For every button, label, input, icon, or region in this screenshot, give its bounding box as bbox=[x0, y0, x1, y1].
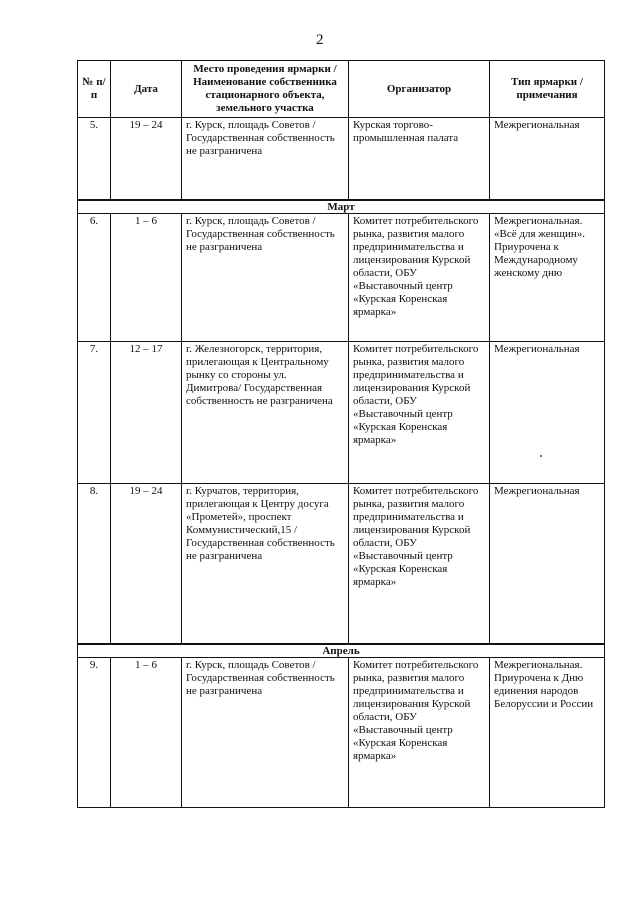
table-header-row bbox=[78, 61, 605, 118]
row-date: 1 – 6 bbox=[111, 658, 182, 808]
row-num: 9. bbox=[78, 658, 111, 808]
row-date: 19 – 24 bbox=[111, 118, 182, 201]
row-place: г. Курск, площадь Советов /Государственная собственность не разграничена bbox=[182, 658, 349, 808]
row-place: г. Железногорск, территория, прилегающая к Центральному рынку со стороны ул. Димитрова/ Государственная собственность не разграничена bbox=[182, 342, 349, 484]
row-type: Межрегиональная bbox=[490, 118, 605, 201]
row-date: 19 – 24 bbox=[111, 484, 182, 645]
row-type: Межрегиональная bbox=[490, 342, 605, 484]
header-place: Место проведения ярмарки / Наименование собственника стационарного объекта, земельного участка bbox=[182, 61, 349, 118]
row-place: г. Курск, площадь Советов /Государственная собственность не разграничена bbox=[182, 118, 349, 201]
month-row-march bbox=[78, 200, 605, 214]
row-place: г. Курчатов, территория, прилегающая к Центру досуга «Прометей», проспект Коммунистический,15 /Государственная собственность не разграничена bbox=[182, 484, 349, 645]
row-date: 12 – 17 bbox=[111, 342, 182, 484]
row-num: 8. bbox=[78, 484, 111, 645]
row-place: г. Курск, площадь Советов /Государственная собственность не разграничена bbox=[182, 214, 349, 342]
row-type: Межрегиональная. «Всё для женщин». Приурочена к Международному женскому дню bbox=[490, 214, 605, 342]
row-organizer: Комитет потребительского рынка, развития малого предпринимательства и лицензирования Курской области, ОБУ «Выставочный центр «Курская Коренская ярмарка» bbox=[349, 214, 490, 342]
row-num: 5. bbox=[78, 118, 111, 201]
table-row bbox=[78, 342, 605, 484]
fair-schedule-table bbox=[77, 60, 605, 808]
header-date: Дата bbox=[111, 61, 182, 118]
row-type: Межрегиональная bbox=[490, 484, 605, 645]
row-type: Межрегиональная. Приурочена к Дню единения народов Белоруссии и России bbox=[490, 658, 605, 808]
table-row bbox=[78, 118, 605, 201]
table-row bbox=[78, 658, 605, 808]
page-number: 2 bbox=[316, 32, 324, 48]
table-row bbox=[78, 484, 605, 645]
header-num: № п/п bbox=[78, 61, 111, 118]
row-organizer: Комитет потребительского рынка, развития малого предпринимательства и лицензирования Курской области, ОБУ «Выставочный центр «Курская Коренская ярмарка» bbox=[349, 658, 490, 808]
header-organizer: Организатор bbox=[349, 61, 490, 118]
scan-speck bbox=[540, 455, 542, 457]
row-num: 7. bbox=[78, 342, 111, 484]
month-label-march: Март bbox=[78, 200, 605, 214]
row-organizer: Комитет потребительского рынка, развития малого предпринимательства и лицензирования Курской области, ОБУ «Выставочный центр «Курская Коренская ярмарка» bbox=[349, 342, 490, 484]
month-row-april bbox=[78, 644, 605, 658]
header-type: Тип ярмарки / примечания bbox=[490, 61, 605, 118]
row-organizer: Курская торгово-промышленная палата bbox=[349, 118, 490, 201]
row-num: 6. bbox=[78, 214, 111, 342]
table-row bbox=[78, 214, 605, 342]
row-date: 1 – 6 bbox=[111, 214, 182, 342]
month-label-april: Апрель bbox=[78, 644, 605, 658]
row-organizer: Комитет потребительского рынка, развития малого предпринимательства и лицензирования Курской области, ОБУ «Выставочный центр «Курская Коренская ярмарка» bbox=[349, 484, 490, 645]
